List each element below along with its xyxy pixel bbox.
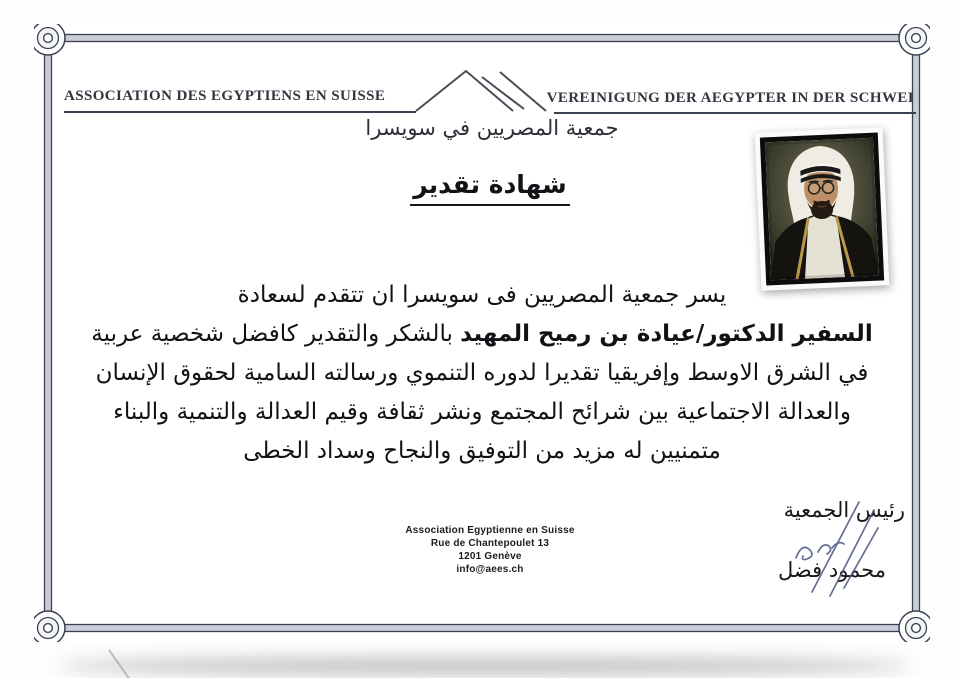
address-street: Rue de Chantepoulet 13 (430, 538, 550, 549)
org-name-arabic: جمعية المصريين في سويسرا (365, 116, 619, 140)
header-left-title: ASSOCIATION DES EGYPTIENS EN SUISSE (64, 88, 386, 104)
signatory-name: محمود فضل (778, 558, 886, 582)
pyramids-logo-icon (412, 60, 558, 114)
photo-frame (760, 132, 884, 285)
body-line-2-rest: بالشكر والتقدير كافضل شخصية عربية (91, 321, 461, 347)
body-line-5: متمنيين له مزيد من التوفيق والنجاح وسداد الخطى (243, 438, 721, 464)
body-line-2 (64, 315, 900, 354)
address-city: 1201 Genève (458, 551, 522, 562)
header-rule-right (554, 112, 916, 114)
portrait-illustration (765, 138, 879, 281)
signature-role: رئيس الجمعية (783, 498, 905, 522)
header-rule-left (64, 111, 416, 113)
body-line-1: يسر جمعية المصريين فى سويسرا ان تتقدم لسعادة (237, 282, 727, 308)
address-email: info@aees.ch (456, 564, 524, 575)
body-line-4: والعدالة الاجتماعية بين شرائح المجتمع ونشر ثقافة وقيم العدالة والتنمية والبناء (113, 399, 851, 425)
address-org: Association Egyptienne en Suisse (405, 525, 575, 536)
certificate (34, 24, 930, 642)
header-right-title: VEREINIGUNG DER AEGYPTER IN DER SCHWEI (546, 90, 914, 106)
scan-shadow (60, 657, 910, 675)
honoree-name: السفير الدكتور/عيادة بن رميح المهيد (460, 321, 873, 347)
body-line-3: في الشرق الاوسط وإفريقيا تقديرا لدوره التنموي ورسالته السامية لحقوق الإنسان (95, 360, 869, 386)
certificate-title-text: شهادة تقدير (410, 170, 570, 206)
honoree-portrait-photo (755, 127, 890, 290)
body-text (64, 276, 900, 471)
